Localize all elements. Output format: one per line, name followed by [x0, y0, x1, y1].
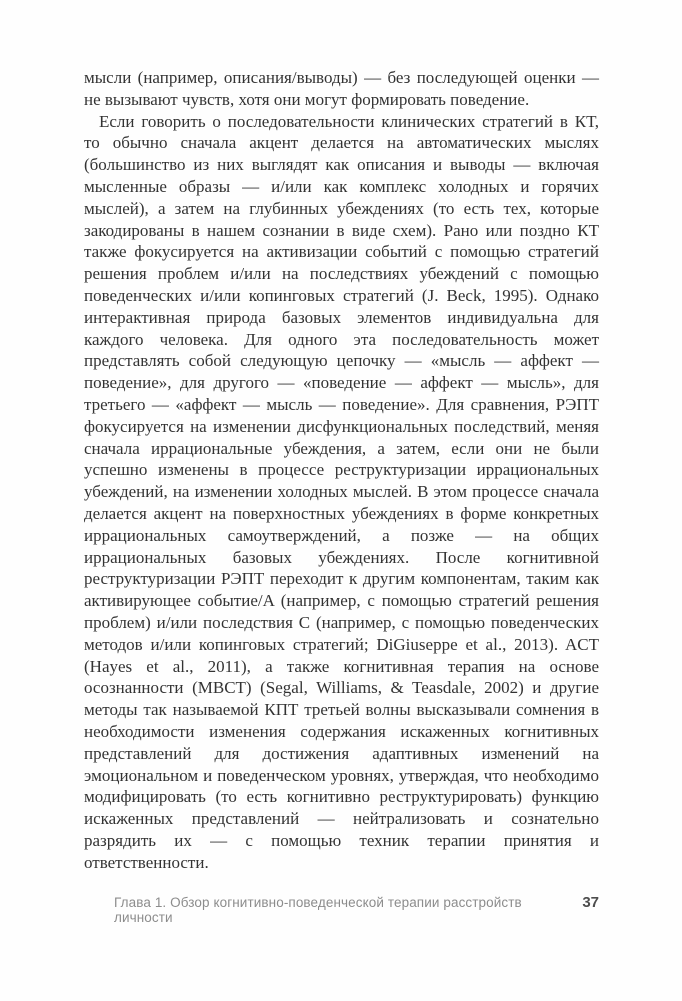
page-footer: [84, 894, 599, 925]
paragraph-continuation: мысли (например, описания/выводы) — без последующей оценки — не вызывают чувств, хотя они могут формировать поведение.: [84, 68, 599, 109]
footer-chapter-title: Глава 1. Обзор когнитивно-поведенческой терапии расстройств личности: [114, 895, 522, 925]
paragraph: Если говорить о последовательности клинических стратегий в КТ, то обычно сначала акцент делается на автоматических мыслях (большинство из них выглядят как описания и выводы — включая мысленные образы — и/или как комплекс холодных и горячих мыслей), а затем на глубинных убеждениях (то есть тех, которые закодированы в нашем сознании в виде схем). Рано или поздно КТ также фокусируется на активизации событий с помощью стратегий решения проблем и/или на последствиях убеждений с помощью поведенческих и/или копинговых стратегий (J. Beck, 1995). Однако интерактивная природа базовых элементов индивидуальна для каждого человека. Для одного эта последовательность может представлять собой следующую цепочку — «мысль — аффект — поведение», для другого — «поведение — аффект — мысль», для третьего — «аффект — мысль — поведение». Для сравнения, РЭПТ фокусируется на изменении дисфункциональных последствий, меняя сначала иррациональные убеждения, а затем, если они не были успешно изменены в процессе реструктуризации иррациональных убеждений, на изменении холодных мыслей. В этом процессе сначала делается акцент на поверхностных убеждениях в форме конкретных иррациональных самоутверждений, а позже — на общих иррациональных базовых убеждениях. После когнитивной реструктуризации РЭПТ переходит к другим компонентам, таким как активирующее событие/A (например, с помощью стратегий решения проблем) и/или последствия C (например, с помощью поведенческих методов и/или копинговых стратегий; DiGiuseppe et al., 2013). ACT (Hayes et al., 2011), а также когнитивная терапия на основе осознанности (MBCT) (Segal, Williams, & Teasdale, 2002) и другие методы так называемой КПТ третьей волны высказывали сомнения в необходимости изменения содержания искаженных когнитивных представлений для достижения адаптивных изменений на эмоциональном и поведенческом уровнях, утверждая, что необходимо модифицировать (то есть когнитивно реструктурировать) функцию искаженных представлений — нейтрализовать и сознательно разрядить их — с помощью техник терапии принятия и ответственности.: [84, 111, 599, 872]
footer-page-number: 37: [582, 894, 599, 911]
page-body-text: [84, 67, 599, 873]
